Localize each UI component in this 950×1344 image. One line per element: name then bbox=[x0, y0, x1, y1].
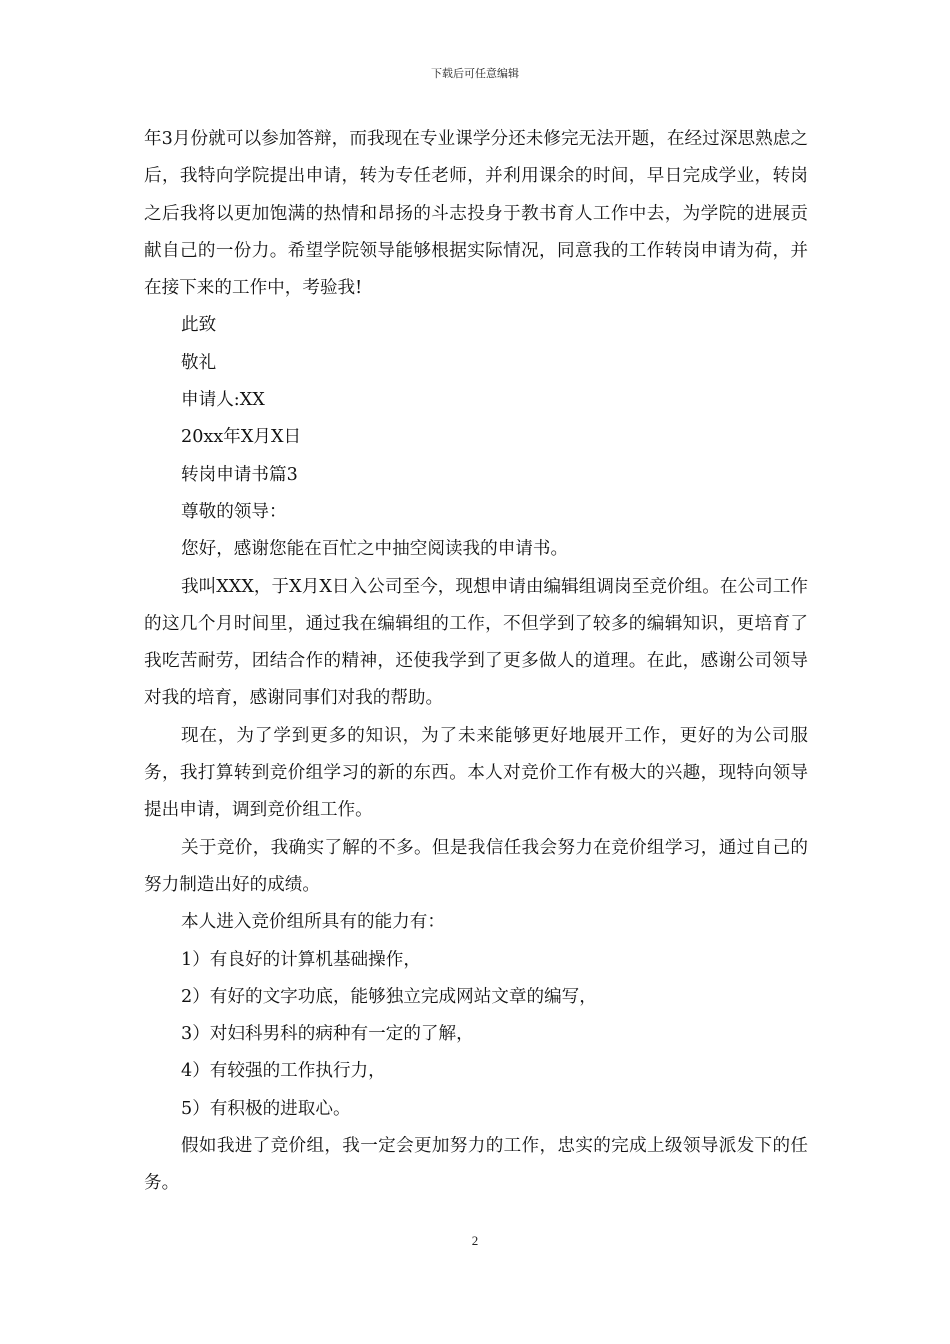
page-header: 下载后可任意编辑 bbox=[431, 67, 519, 80]
section-title: 转岗申请书篇3 bbox=[181, 464, 298, 485]
paragraph-greeting: 尊敬的领导： bbox=[181, 501, 287, 522]
paragraph-reason: 现在，为了学到更多的知识，为了未来能够更好地展开工作，更好的为公司服务，我打算转到竞价组学习的新的东西。本人对竞价工作有极大的兴趣，现特向领导提出申请，调到竞价组工作。 bbox=[144, 725, 808, 821]
paragraph-applicant: 申请人:XX bbox=[181, 390, 265, 411]
list-item-ability-1: 1）有良好的计算机基础操作， bbox=[181, 949, 421, 970]
list-item-ability-5: 5）有积极的进取心。 bbox=[181, 1098, 351, 1119]
paragraph-abilities-heading: 本人进入竞价组所具有的能力有： bbox=[181, 912, 445, 933]
paragraph-bidding: 关于竞价，我确实了解的不多。但是我信任我会努力在竞价组学习，通过自己的努力制造出好的成绩。 bbox=[144, 837, 808, 895]
page-number: 2 bbox=[471, 1233, 479, 1248]
document-body bbox=[144, 121, 808, 1203]
paragraph-salutation-jingli: 敬礼 bbox=[181, 352, 217, 373]
paragraph-date: 20xx年X月X日 bbox=[181, 427, 302, 448]
paragraph-continuation: 年3月份就可以参加答辩，而我现在专业课学分还未修完无法开题，在经过深思熟虑之后，我特向学院提出申请，转为专任老师，并利用课余的时间，早日完成学业，转岗之后我将以更加饱满的热情和昂扬的斗志投身于教书育人工作中去，为学院的进展贡献自己的一份力。希望学院领导能够根据实际情况，同意我的工作转岗申请为荷，并在接下来的工作中，考验我! bbox=[144, 129, 808, 299]
paragraph-thanks: 您好，感谢您能在百忙之中抽空阅读我的申请书。 bbox=[181, 539, 569, 560]
list-item-ability-2: 2）有好的文字功底，能够独立完成网站文章的编写， bbox=[181, 986, 597, 1007]
paragraph-intro: 我叫XXX，于X月X日入公司至今，现想申请由编辑组调岗至竞价组。在公司工作的这几个月时间里，通过我在编辑组的工作，不但学到了较多的编辑知识，更培育了我吃苦耐劳，团结合作的精神，还使我学到了更多做人的道理。在此，感谢公司领导对我的培育，感谢同事们对我的帮助。 bbox=[144, 576, 808, 709]
list-item-ability-3: 3）对妇科男科的病种有一定的了解， bbox=[181, 1024, 474, 1045]
list-item-ability-4: 4）有较强的工作执行力， bbox=[181, 1061, 386, 1082]
paragraph-closing: 假如我进了竞价组，我一定会更加努力的工作，忠实的完成上级领导派发下的任务。 bbox=[144, 1136, 808, 1194]
paragraph-salutation-cizhi: 此致 bbox=[181, 315, 217, 336]
